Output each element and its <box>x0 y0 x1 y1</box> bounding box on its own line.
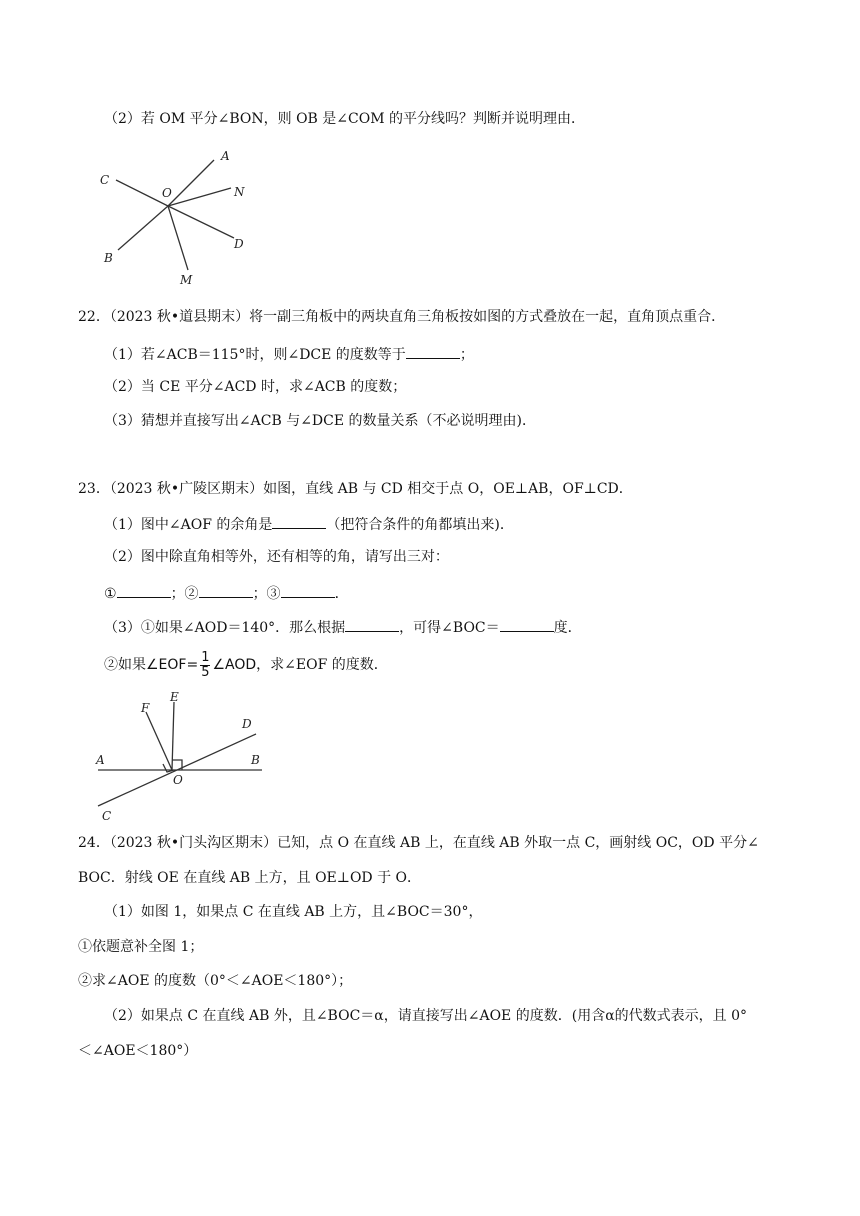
q23-part1 <box>104 512 514 536</box>
q21-label-c: C <box>100 173 110 187</box>
q23-part1-text: （1）图中∠AOF 的余角是 <box>104 517 273 533</box>
expr-lhs: ∠EOF= <box>146 657 199 673</box>
q21-label-a: A <box>221 149 230 163</box>
q21-angle-figure <box>96 142 266 290</box>
q23-stem: 23．（2023 秋•广陵区期末）如图，直线 AB 与 CD 相交于点 O，OE⊥AB，OF⊥CD． <box>78 481 633 497</box>
q23-part3 <box>104 615 582 639</box>
answer-blank <box>281 581 335 598</box>
q23-part4-text: ②如果 <box>104 657 146 673</box>
q24-line-6: （2）如果点 C 在直线 AB 外，且∠BOC＝α，请直接写出∠AOE 的度数．(用含α的代数式表示，且 0° <box>104 1008 747 1024</box>
q21-label-n: N <box>234 185 245 199</box>
q23-label-e: E <box>170 690 179 704</box>
q21-part2-text: （2）若 OM 平分∠BON，则 OB 是∠COM 的平分线吗？判断并说明理由． <box>104 111 585 127</box>
circled-2: ；② <box>170 586 199 602</box>
answer-blank <box>199 581 253 598</box>
circled-1: ① <box>104 586 117 602</box>
answer-blank <box>117 581 171 598</box>
q23-part3-text: （3）①如果∠AOD＝140°．那么根据 <box>104 620 346 636</box>
q21-label-m: M <box>180 273 193 287</box>
q23-part1-end: （把符合条件的角都填出来)． <box>326 517 514 533</box>
answer-blank <box>500 615 554 632</box>
answer-blank <box>406 342 460 359</box>
q23-part4-end: ，求∠EOF 的度数． <box>256 657 388 673</box>
q22-part1-text: （1）若∠ACB＝115°时，则∠DCE 的度数等于 <box>104 347 406 363</box>
q24-line-7: ＜∠AOE＜180°） <box>78 1043 198 1059</box>
q22-stem: 22．（2023 秋•道县期末）将一副三角板中的两块直角三角板按如图的方式叠放在一起，直角顶点重合． <box>78 309 726 325</box>
answer-blank <box>272 512 326 529</box>
circled-3: ；③ <box>252 586 281 602</box>
q23-part4 <box>104 650 388 680</box>
answer-blank <box>345 615 399 632</box>
fraction-denominator: 5 <box>201 664 210 680</box>
q23-part3-mid: ，可得∠BOC＝ <box>399 620 500 636</box>
expr-rhs: ∠AOD <box>212 657 257 673</box>
q22-part1-end: ； <box>459 347 474 363</box>
fraction-numerator: 1 <box>201 649 210 665</box>
q23-blanks-row <box>104 581 349 605</box>
q23-label-o: O <box>173 773 183 787</box>
q21-label-d: D <box>234 237 244 251</box>
row-end: ． <box>334 586 349 602</box>
q23-label-d: D <box>242 717 252 731</box>
q21-label-o: O <box>162 186 172 200</box>
q23-part2: （2）图中除直角相等外，还有相等的角，请写出三对： <box>104 549 449 565</box>
q24-line-5: ②求∠AOE 的度数（0°＜∠AOE＜180°）； <box>78 973 353 989</box>
q22-part1 <box>104 342 474 366</box>
q21-label-b: B <box>104 251 113 265</box>
q22-part3: （3）猜想并直接写出∠ACB 与∠DCE 的数量关系（不必说明理由)． <box>104 413 536 429</box>
q24-line-1: 24．（2023 秋•门头沟区期末）已知，点 O 在直线 AB 上，在直线 AB 外取一点 C，画射线 OC，OD 平分∠ <box>78 835 759 851</box>
q23-label-c: C <box>102 809 112 823</box>
q24-line-2: BOC．射线 OE 在直线 AB 上方，且 OE⊥OD 于 O． <box>78 870 422 886</box>
q22-part2: （2）当 CE 平分∠ACD 时，求∠ACB 的度数； <box>104 379 407 395</box>
q24-line-4: ①依题意补全图 1； <box>78 939 204 955</box>
q23-part3-end: 度． <box>553 620 582 636</box>
q23-label-f: F <box>141 701 150 715</box>
q23-intersecting-lines-figure <box>94 688 274 824</box>
q23-label-a: A <box>96 753 105 767</box>
q23-label-b: B <box>251 753 260 767</box>
fraction <box>200 651 210 680</box>
q24-line-3: （1）如图 1，如果点 C 在直线 AB 上方，且∠BOC＝30°， <box>104 904 483 920</box>
